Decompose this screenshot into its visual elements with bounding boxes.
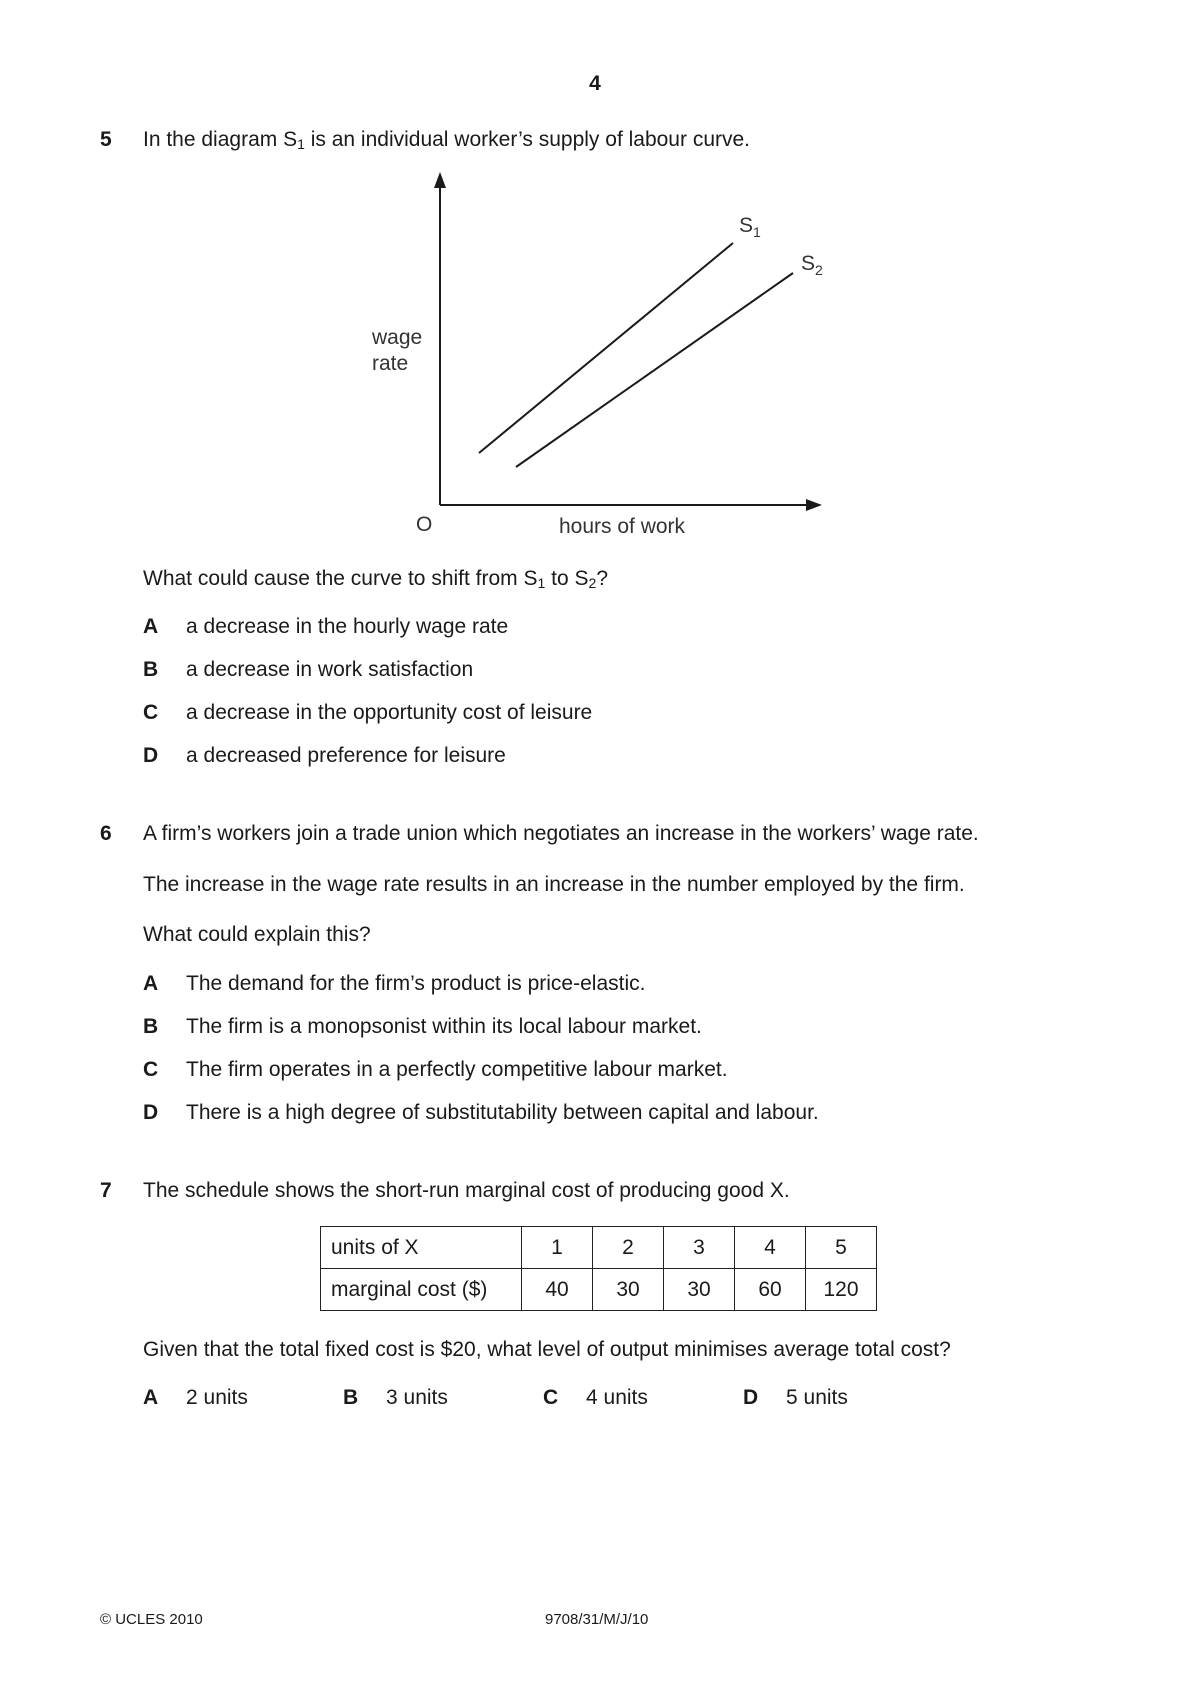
y-axis-label-line1: wage: [372, 326, 423, 349]
table-row-header: marginal cost ($): [321, 1269, 522, 1311]
table-row-units: [321, 1227, 877, 1269]
q5-option-d-letter: D: [143, 744, 159, 767]
q6-option-b-text: The firm is a monopsonist within its local labour market.: [186, 1015, 702, 1038]
table-row-marginal-cost: [321, 1269, 877, 1311]
table-cell: 5: [806, 1227, 877, 1269]
curve-s1: [479, 243, 733, 453]
q6-option-d-letter: D: [143, 1101, 159, 1124]
q6-option-d-text: There is a high degree of substitutability between capital and labour.: [186, 1101, 819, 1124]
q7-option-a-letter: A: [143, 1386, 159, 1409]
q5-option-a-text: a decrease in the hourly wage rate: [186, 615, 509, 638]
x-axis-label: hours of work: [559, 515, 686, 538]
question-6-line2: The increase in the wage rate results in an increase in the number employed by the firm.: [143, 873, 965, 896]
table-cell: 2: [593, 1227, 664, 1269]
labour-supply-diagram: [360, 170, 830, 550]
table-cell: 4: [735, 1227, 806, 1269]
question-6-line1: A firm’s workers join a trade union which negotiates an increase in the workers’ wage rate.: [143, 822, 979, 845]
q6-option-a-text: The demand for the firm’s product is price-elastic.: [186, 972, 646, 995]
table-cell: 3: [664, 1227, 735, 1269]
question-6-number: 6: [100, 822, 112, 845]
q7-option-b-letter: B: [343, 1386, 359, 1409]
footer-copyright: © UCLES 2010: [100, 1611, 203, 1628]
q7-option-b-text: 3 units: [386, 1386, 448, 1409]
table-cell: 120: [806, 1269, 877, 1311]
q7-option-d-letter: D: [743, 1386, 759, 1409]
question-5-prompt: What could cause the curve to shift from $S_1$ to $S_2$?: [143, 567, 608, 591]
q7-option-c-letter: C: [543, 1386, 559, 1409]
table-cell: 1: [522, 1227, 593, 1269]
q5-option-a-letter: A: [143, 615, 159, 638]
y-axis-arrowhead: [434, 172, 446, 188]
q6-option-b-letter: B: [143, 1015, 159, 1038]
q5-option-c-letter: C: [143, 701, 159, 724]
q5-option-b-text: a decrease in work satisfaction: [186, 658, 474, 681]
q7-option-d-text: 5 units: [786, 1386, 848, 1409]
q7-option-c-text: 4 units: [586, 1386, 648, 1409]
marginal-cost-schedule: [320, 1226, 877, 1311]
table-cell: 40: [522, 1269, 593, 1311]
question-5-number: 5: [100, 128, 112, 151]
q5-option-d-text: a decreased preference for leisure: [186, 744, 506, 767]
question-5-stem: In the diagram $S_1$ is an individual worker’s supply of labour curve.: [143, 128, 751, 152]
table-cell: 30: [664, 1269, 735, 1311]
table-row-header: units of X: [321, 1227, 522, 1269]
q6-option-c-text: The firm operates in a perfectly competitive labour market.: [186, 1058, 728, 1081]
y-axis-label-line2: rate: [372, 352, 409, 375]
question-7-prompt: Given that the total fixed cost is $20, what level of output minimises average total cost?: [143, 1338, 951, 1361]
curve-s1-label: $S_1$: [739, 214, 761, 240]
question-7-number: 7: [100, 1179, 112, 1202]
q5-option-b-letter: B: [143, 658, 159, 681]
q7-option-a-text: 2 units: [186, 1386, 248, 1409]
q6-option-c-letter: C: [143, 1058, 159, 1081]
origin-label: O: [416, 513, 433, 536]
question-7-stem: The schedule shows the short-run marginal cost of producing good X.: [143, 1179, 790, 1202]
table-cell: 30: [593, 1269, 664, 1311]
question-6-prompt: What could explain this?: [143, 923, 371, 946]
page-number: 4: [589, 72, 601, 95]
footer-paper-code: 9708/31/M/J/10: [545, 1611, 649, 1628]
q6-option-a-letter: A: [143, 972, 159, 995]
q5-option-c-text: a decrease in the opportunity cost of leisure: [186, 701, 593, 724]
curve-s2: [516, 273, 793, 467]
curve-s2-label: $S_2$: [801, 252, 823, 278]
x-axis-arrowhead: [806, 499, 822, 511]
table-cell: 60: [735, 1269, 806, 1311]
